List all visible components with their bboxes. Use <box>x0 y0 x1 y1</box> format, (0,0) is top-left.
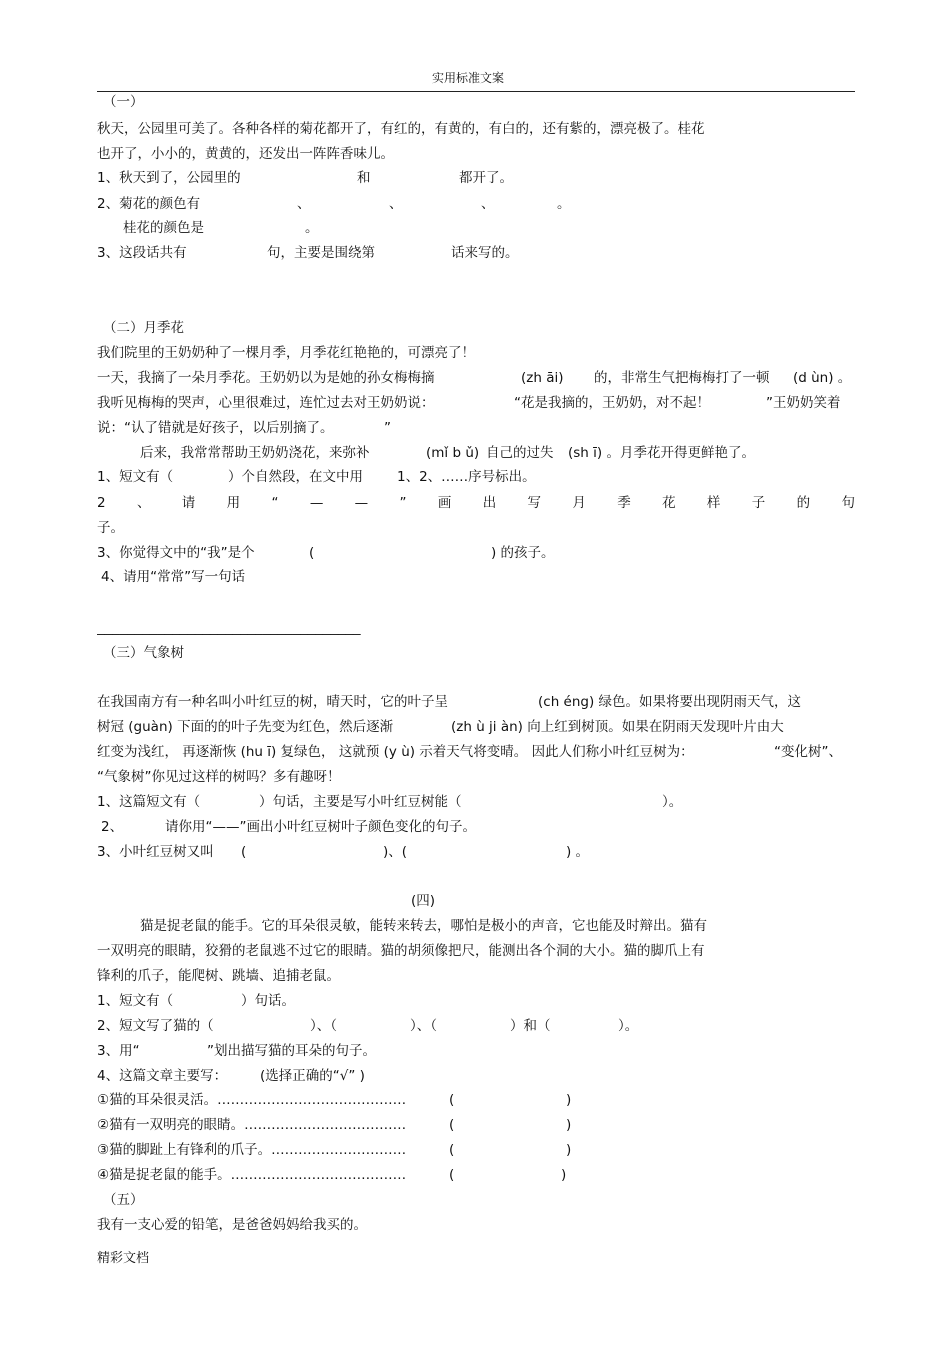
header-rule <box>97 91 855 92</box>
question-1-2-text: 2、菊花的颜色有 <box>97 196 201 212</box>
section-3-paragraph-line: (ch éng) 绿色。如果将要出现阴雨天气，这 <box>538 694 802 710</box>
spread-char: — <box>309 495 324 511</box>
question-3-2-text: 2、 <box>101 819 124 835</box>
section-3-paragraph-line: “变化树”、 <box>774 744 842 760</box>
question-2-3-text: ) 的孩子。 <box>491 545 555 561</box>
section-3-paragraph-line: “气象树”你见过这样的树吗？多有趣呀！ <box>97 769 341 785</box>
question-1-1-text: 都开了。 <box>459 170 513 186</box>
question-3-1-text: ）。 <box>662 794 683 810</box>
question-1-3-text: 话来写的。 <box>451 245 519 261</box>
spread-char: 季 <box>617 495 631 511</box>
question-4-4-text: 4、这篇文章主要写： <box>97 1068 228 1084</box>
section-2-paragraph-line: ”王奶奶笑着 <box>766 395 841 411</box>
spread-char: — <box>354 495 369 511</box>
section-1-heading: （一） <box>103 94 144 110</box>
question-1-2-separator: 、 <box>297 196 311 212</box>
spread-char: 的 <box>796 495 811 511</box>
page-header-title: 实用标准文案 <box>432 71 505 85</box>
section-2-paragraph-line: 我们院里的王奶奶种了一棵月季，月季花红艳艳的，可漂亮了！ <box>97 345 475 361</box>
spread-char: 出 <box>482 495 497 511</box>
section-5-heading: （五） <box>103 1192 144 1208</box>
section-4-paragraph-line: 锋利的爪子，能爬树、跳墙、追捕老鼠。 <box>97 968 340 984</box>
section-2-paragraph-line: 说：“认了错就是好孩子，以后别摘了。 <box>97 420 334 436</box>
answer-blank-line: ——————————————————————————————————— <box>97 627 361 642</box>
spread-char: 、 <box>136 495 151 511</box>
question-3-3-text: ) 。 <box>566 844 590 860</box>
question-3-3-text: 3、小叶红豆树又叫 <box>97 844 214 860</box>
option-paren-close: ) <box>561 1167 567 1183</box>
question-1-1-text: 和 <box>357 170 371 186</box>
question-2-3-text: ( <box>309 545 315 561</box>
section-4-paragraph-line: 一双明亮的眼睛，狡猾的老鼠逃不过它的眼睛。猫的胡须像把尺，能测出各个洞的大小。猫的脚爪上有 <box>97 943 705 959</box>
section-2-paragraph-line: 自己的过失 <box>486 445 554 461</box>
section-3-heading: （三）气象树 <box>103 645 184 661</box>
question-4-2-text: ）、（ <box>310 1018 337 1034</box>
option-paren-open: ( <box>449 1142 455 1158</box>
question-4-2-text: ）和（ <box>510 1018 551 1034</box>
section-3-paragraph-line: 树冠 (guàn) 下面的的叶子先变为红色，然后逐渐 <box>97 719 394 735</box>
section-2-paragraph-line: ” <box>384 420 391 436</box>
spread-char: “ <box>271 495 279 511</box>
spread-char: 请 <box>181 495 196 511</box>
section-2-heading: （二）月季花 <box>103 320 184 336</box>
section-2-paragraph-line: 后来，我常常帮助王奶奶浇花，来弥补 <box>140 445 370 461</box>
question-4-4-text: (选择正确的“√” ) <box>260 1068 365 1084</box>
section-4-paragraph-line: 猫是捉老鼠的能手。它的耳朵很灵敏，能转来转去，哪怕是极小的声音，它也能及时辩出。猫有 <box>140 918 707 934</box>
section-5-paragraph-line: 我有一支心爱的铅笔，是爸爸妈妈给我买的。 <box>97 1217 367 1233</box>
question-2-3-text: 3、你觉得文中的“我”是个 <box>97 545 255 561</box>
option-paren-open: ( <box>449 1167 455 1183</box>
section-3-paragraph-line: (zh ù ji àn) 向上红到树顶。如果在阴雨天发现叶片由大 <box>451 719 784 735</box>
question-2-4-text: 4、请用“常常”写一句话 <box>101 569 246 585</box>
question-1-2-separator: 、 <box>389 196 403 212</box>
section-1-paragraph-line: 秋天，公园里可美了。各种各样的菊花都开了，有红的，有黄的，有白的，还有紫的，漂亮极了。桂花 <box>97 121 705 137</box>
pinyin-annotation: (mǐ b ǔ) <box>426 445 480 461</box>
spread-char: 写 <box>527 495 542 511</box>
spread-char: ” <box>399 495 407 511</box>
question-3-2-text: 请你用“——”画出小叶红豆树叶子颜色变化的句子。 <box>165 819 476 835</box>
option-item: ③猫的脚趾上有锋利的爪子。………………………… <box>97 1142 407 1158</box>
page-footer-text: 精彩文档 <box>97 1251 150 1266</box>
option-item: ②猫有一双明亮的眼睛。……………………………… <box>97 1117 407 1133</box>
option-paren-close: ) <box>566 1092 572 1108</box>
question-2-1-text: 1、短文有（ <box>97 469 174 485</box>
question-1-2-end: 。 <box>557 196 571 212</box>
section-3-paragraph-line: 红变为浅红， 再逐渐恢 (hu ī) 复绿色， 这就预 (y ù) 示着天气将变晴。 因此人们称小叶红豆树为： <box>97 744 694 760</box>
question-1-2-text: 桂花的颜色是 <box>123 220 204 236</box>
question-2-1-text: ）个自然段，在文中用 <box>228 469 363 485</box>
question-3-3-text: )、( <box>383 844 408 860</box>
spread-char: 用 <box>226 495 241 511</box>
question-4-1-text: ）句话。 <box>241 993 295 1009</box>
question-1-3-text: 句，主要是围绕第 <box>267 245 375 261</box>
section-2-paragraph-line: (sh ī) 。月季花开得更鲜艳了。 <box>568 445 755 461</box>
question-4-1-text: 1、短文有（ <box>97 993 174 1009</box>
spread-char: 句 <box>841 495 855 511</box>
question-1-2-end: 。 <box>305 220 319 236</box>
spread-char: 花 <box>662 495 676 511</box>
question-2-2-spread-line <box>97 494 855 512</box>
section-2-paragraph-line: 的，非常生气把梅梅打了一顿 <box>594 370 770 386</box>
section-1-paragraph-line: 也开了，小小的，黄黄的，还发出一阵阵香味儿。 <box>97 146 394 162</box>
question-1-2-separator: 、 <box>481 196 495 212</box>
option-paren-open: ( <box>449 1092 455 1108</box>
question-4-2-text: ）、（ <box>410 1018 437 1034</box>
spread-char: 2 <box>97 495 106 511</box>
question-4-2-text: 2、短文写了猫的（ <box>97 1018 214 1034</box>
question-3-1-text: ）句话，主要是写小叶红豆树能（ <box>259 794 462 810</box>
option-paren-close: ) <box>566 1142 572 1158</box>
section-2-paragraph-line: 一天，我摘了一朵月季花。王奶奶以为是她的孙女梅梅摘 <box>97 370 435 386</box>
pinyin-annotation: (d ùn) 。 <box>793 370 852 386</box>
question-2-2-tail: 子。 <box>97 520 124 536</box>
pinyin-annotation: (zh āi) <box>521 370 564 386</box>
question-4-3-text: 3、用“ <box>97 1043 140 1059</box>
section-3-paragraph-line: 在我国南方有一种名叫小叶红豆的树，晴天时，它的叶子呈 <box>97 694 448 710</box>
question-4-3-text: ”划出描写猫的耳朵的句子。 <box>207 1043 376 1059</box>
option-paren-open: ( <box>449 1117 455 1133</box>
spread-char: 样 <box>706 495 721 511</box>
spread-char: 月 <box>572 495 586 511</box>
section-4-heading: (四) <box>411 893 436 909</box>
section-2-paragraph-line: “花是我摘的，王奶奶，对不起！ <box>514 395 710 411</box>
option-paren-close: ) <box>566 1117 572 1133</box>
option-item: ①猫的耳朵很灵活。…………………………………… <box>97 1092 407 1108</box>
spread-char: 画 <box>437 495 452 511</box>
option-item: ④猫是捉老鼠的能手。………………………………… <box>97 1167 407 1183</box>
question-1-3-text: 3、这段话共有 <box>97 245 187 261</box>
section-2-paragraph-line: 我听见梅梅的哭声，心里很难过，连忙过去对王奶奶说： <box>97 395 435 411</box>
question-4-2-text: ）。 <box>618 1018 639 1034</box>
question-2-1-text: 1、2、……序号标出。 <box>397 469 536 485</box>
question-1-1-text: 1、秋天到了，公园里的 <box>97 170 241 186</box>
question-3-1-text: 1、这篇短文有（ <box>97 794 201 810</box>
spread-char: 子 <box>751 495 766 511</box>
question-3-3-text: ( <box>241 844 247 860</box>
